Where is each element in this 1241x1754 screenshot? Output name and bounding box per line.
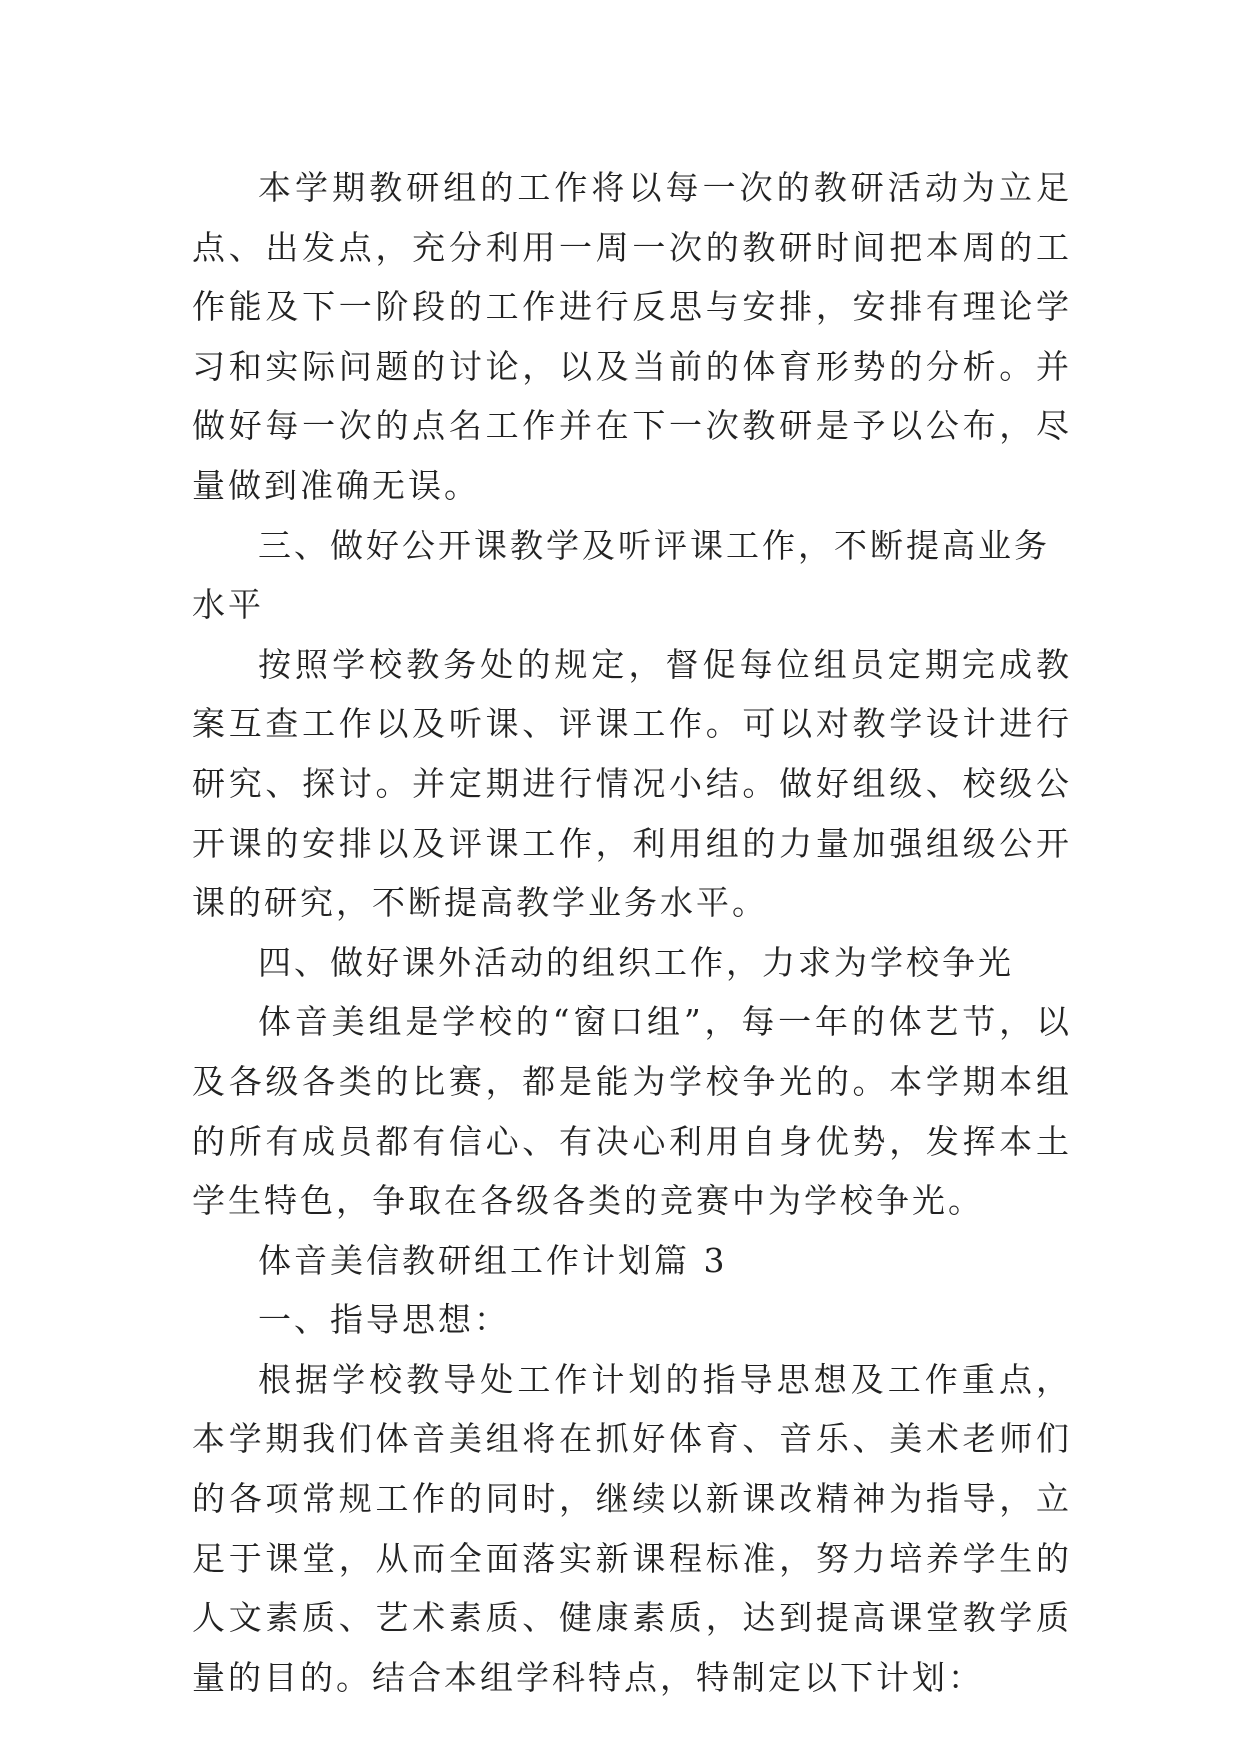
paragraph-guiding-ideology: 根据学校教导处工作计划的指导思想及工作重点，本学期我们体音美组将在抓好体育、音乐、美术老师们的各项常规工作的同时，继续以新课改精神为指导，立足于课堂，从而全面落实新课程标准，努力培养学生的人文素质、艺术素质、健康素质，达到提高课堂教学质量的目的。结合本组学科特点，特制定以下计划： (192, 1359, 1072, 1697)
article-title-plan-3: 体音美信教研组工作计划篇 3 (258, 1240, 728, 1280)
section-heading-extracurricular: 四、做好课外活动的组织工作，力求为学校争光 (258, 942, 1014, 982)
section-heading-guiding-ideology: 一、指导思想： (258, 1300, 510, 1340)
document-body (192, 158, 1072, 1707)
paragraph-research-meetings: 本学期教研组的工作将以每一次的教研活动为立足点、出发点，充分利用一周一次的教研时间把本周的工作能及下一阶段的工作进行反思与安排，安排有理论学习和实际问题的讨论，以及当前的体育形势的分析。并做好每一次的点名工作并在下一次教研是予以公布，尽量做到准确无误。 (192, 168, 1072, 505)
paragraph-lesson-review: 按照学校教务处的规定，督促每位组员定期完成教案互查工作以及听课、评课工作。可以对教学设计进行研究、探讨。并定期进行情况小结。做好组级、校级公开课的安排以及评课工作，利用组的力量加强组级公开课的研究，不断提高教学业务水平。 (192, 644, 1072, 923)
section-heading-open-classes: 三、做好公开课教学及听评课工作，不断提高业务水平 (192, 525, 1050, 625)
paragraph-competitions: 体音美组是学校的“窗口组”，每一年的体艺节，以及各级各类的比赛，都是能为学校争光的。本学期本组的所有成员都有信心、有决心利用自身优势，发挥本土学生特色，争取在各级各类的竞赛中为学校争光。 (192, 1002, 1072, 1221)
